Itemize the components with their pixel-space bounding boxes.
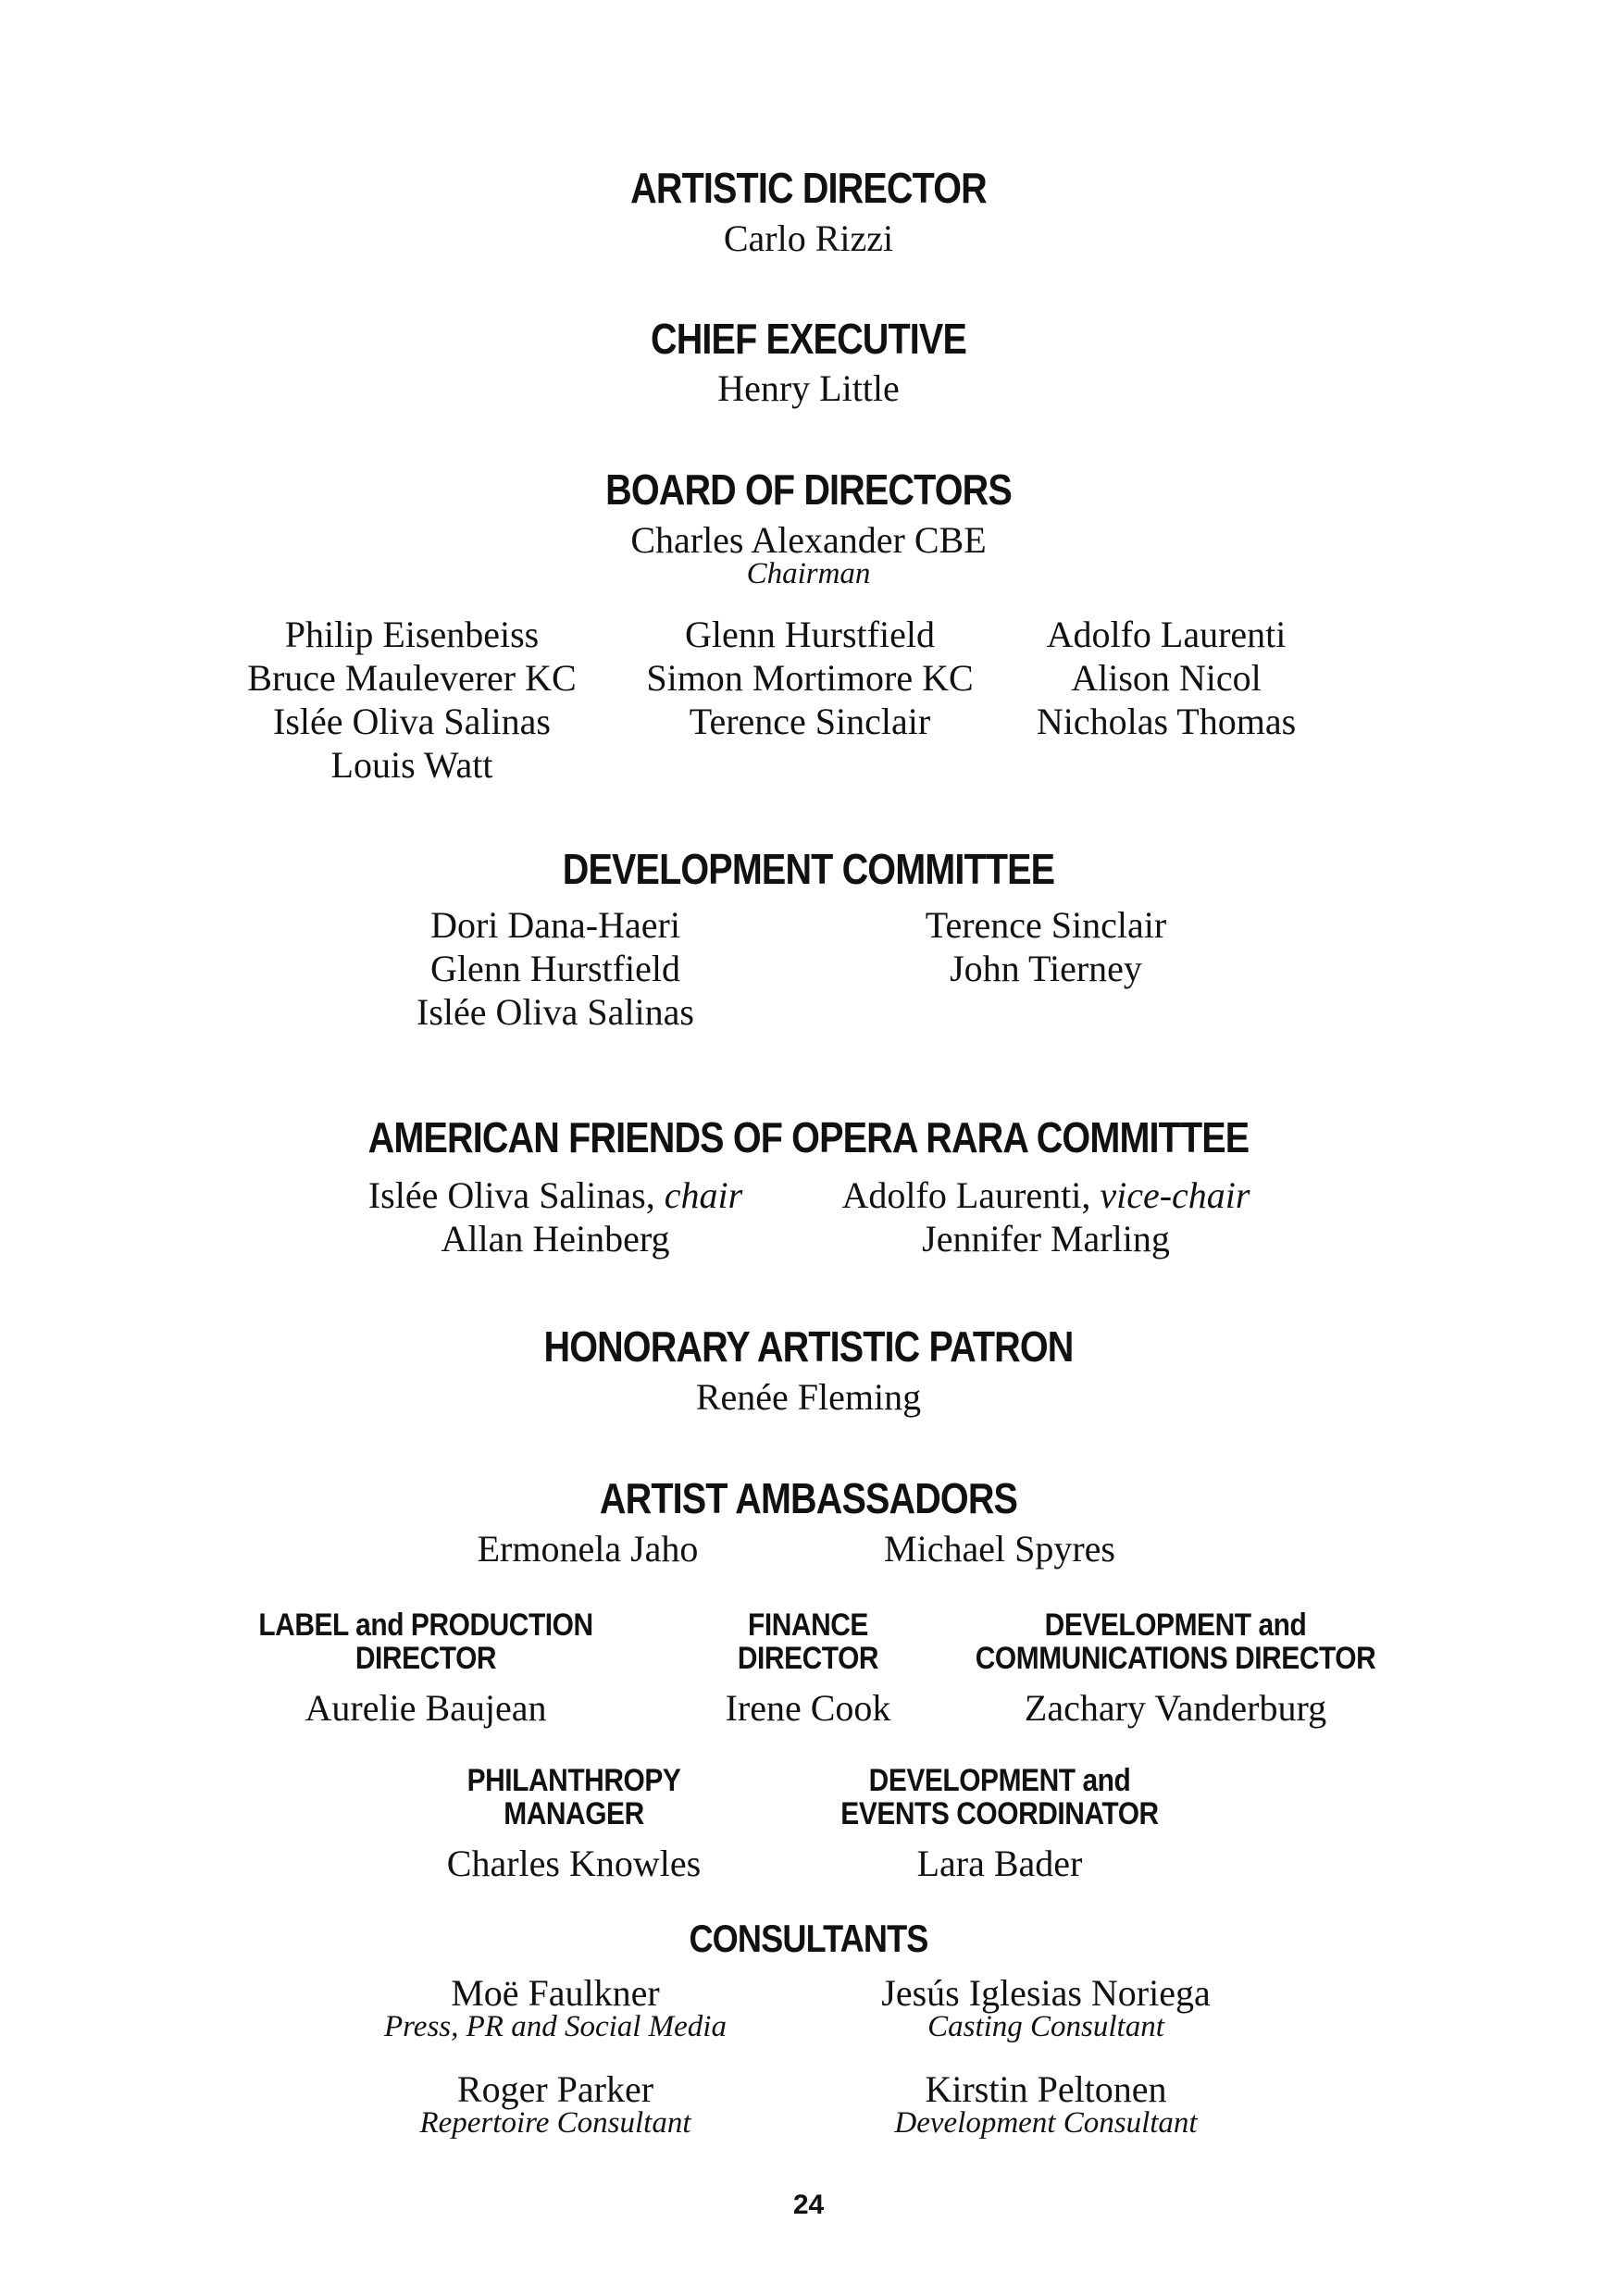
committee-member: Islée Oliva Salinas, chair [367, 1174, 743, 1216]
staff-name: Zachary Vanderburg [1024, 1687, 1327, 1729]
committee-member: Adolfo Laurenti, vice-chair [841, 1174, 1250, 1216]
heading-development-committee: DEVELOPMENT COMMITTEE [562, 845, 1055, 893]
heading-consultants: CONSULTANTS [689, 1917, 928, 1960]
board-member: Alison Nicol [1071, 657, 1262, 699]
committee-member: John Tierney [950, 948, 1142, 989]
heading-honorary-patron: HONORARY ARTISTIC PATRON [543, 1322, 1074, 1371]
consultant-role: Press, PR and Social Media [384, 2010, 727, 2043]
board-member: Louis Watt [330, 744, 493, 786]
american-friends-column-1 [305, 1173, 805, 1260]
consultant-role: Development Consultant [894, 2106, 1198, 2140]
staff-title: FINANCE DIRECTOR [737, 1607, 879, 1676]
heading-artist-ambassadors: ARTIST AMBASSADORS [599, 1474, 1018, 1522]
board-column-3 [981, 613, 1351, 743]
board-chair-role: Chairman [746, 557, 871, 590]
heading-board-of-directors: BOARD OF DIRECTORS [605, 465, 1012, 514]
consultant-role: Repertoire Consultant [419, 2106, 691, 2140]
board-member: Glenn Hurstfield [685, 614, 935, 655]
committee-member: Jennifer Marling [922, 1218, 1170, 1260]
staff-title: LABEL and PRODUCTION DIRECTOR [258, 1607, 593, 1676]
chief-executive-name: Henry Little [717, 367, 900, 409]
artistic-director-name: Carlo Rizzi [723, 217, 894, 259]
staff-title: PHILANTHROPY MANAGER [466, 1763, 681, 1831]
committee-member: Islée Oliva Salinas [417, 991, 694, 1033]
american-friends-column-2 [805, 1173, 1287, 1260]
consultant-role: Casting Consultant [927, 2010, 1164, 2043]
board-member: Terence Sinclair [689, 701, 931, 742]
consultant-name: Roger Parker [456, 2068, 654, 2110]
board-member: Adolfo Laurenti [1046, 614, 1287, 655]
board-chair-name: Charles Alexander CBE [630, 519, 987, 561]
board-column-2 [611, 613, 1009, 743]
staff-name: Irene Cook [725, 1687, 891, 1729]
consultant-name: Jesús Iglesias Noriega [881, 1972, 1211, 2014]
staff-name: Aurelie Baujean [305, 1687, 547, 1729]
committee-member: Allan Heinberg [441, 1218, 670, 1260]
committee-member: Glenn Hurstfield [430, 948, 680, 989]
ambassador-name: Ermonela Jaho [477, 1528, 699, 1570]
honorary-patron-name: Renée Fleming [695, 1376, 922, 1418]
development-committee-column-1 [370, 903, 740, 1034]
board-member: Bruce Mauleverer KC [247, 657, 577, 699]
board-member: Islée Oliva Salinas [273, 701, 551, 742]
consultant-name: Moë Faulkner [451, 1972, 660, 2014]
ambassador-name: Michael Spyres [884, 1528, 1115, 1570]
staff-name: Lara Bader [916, 1843, 1083, 1884]
staff-title: DEVELOPMENT and COMMUNICATIONS DIRECTOR [975, 1607, 1376, 1676]
committee-member: Dori Dana-Haeri [430, 904, 680, 946]
board-column-1 [213, 613, 611, 787]
heading-american-friends: AMERICAN FRIENDS OF OPERA RARA COMMITTEE [367, 1113, 1250, 1161]
development-committee-column-2 [861, 903, 1231, 990]
heading-artistic-director: ARTISTIC DIRECTOR [630, 164, 987, 212]
heading-chief-executive: CHIEF EXECUTIVE [650, 315, 966, 363]
consultant-name: Kirstin Peltonen [925, 2068, 1167, 2110]
page-number: 24 [792, 2190, 825, 2220]
board-member: Nicholas Thomas [1036, 701, 1297, 742]
board-member: Philip Eisenbeiss [284, 614, 540, 655]
staff-title: DEVELOPMENT and EVENTS COORDINATOR [840, 1763, 1159, 1831]
staff-name: Charles Knowles [446, 1843, 702, 1884]
committee-member: Terence Sinclair [925, 904, 1167, 946]
board-member: Simon Mortimore KC [646, 657, 974, 699]
